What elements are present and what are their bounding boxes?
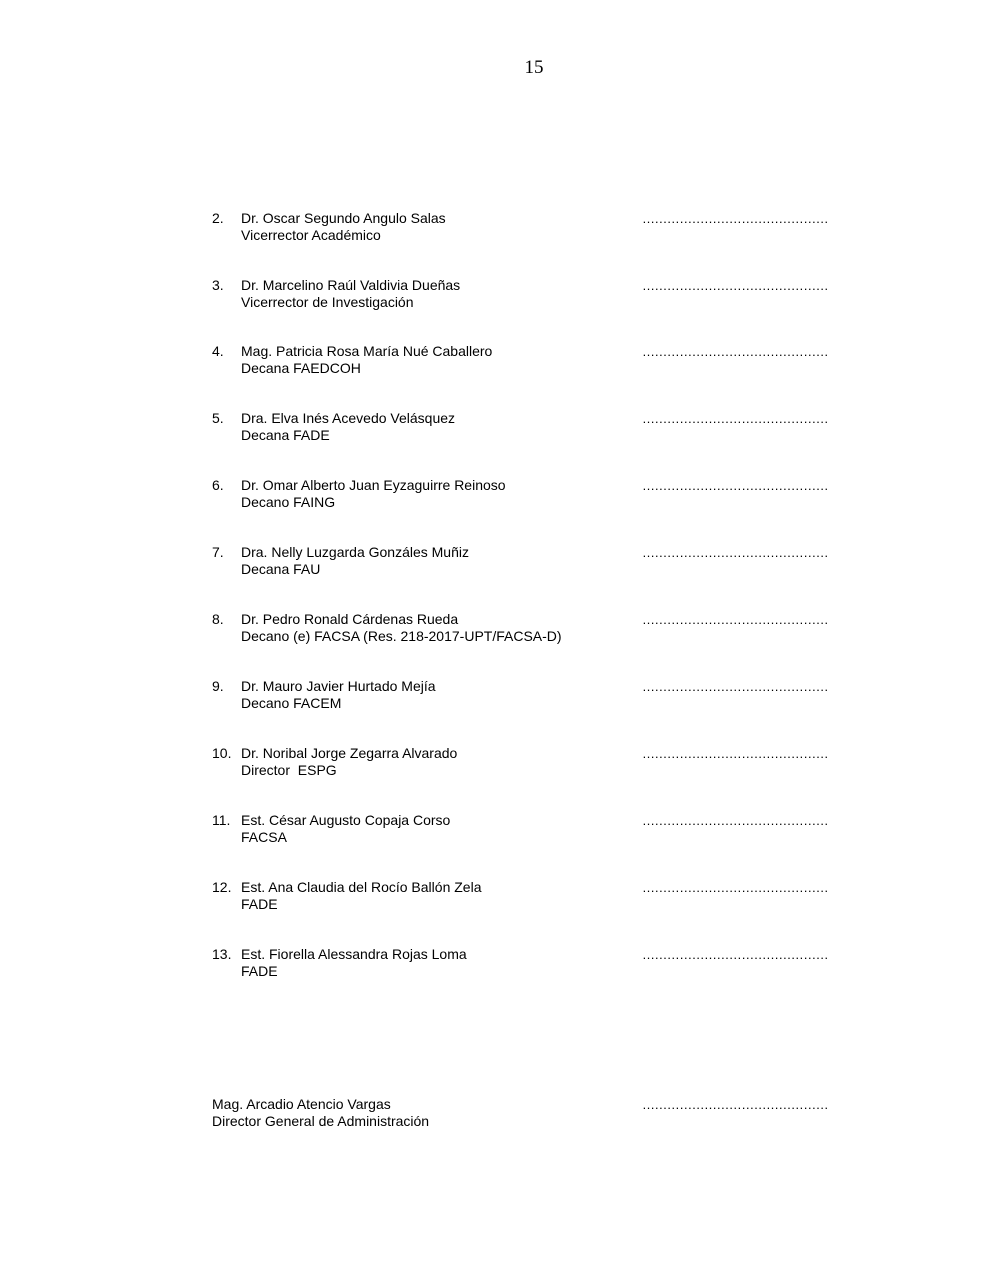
signature-line: ……………………………………… [642,612,829,627]
signatory-entry [212,678,877,714]
signatory-name: Dr. Pedro Ronald Cárdenas Rueda [241,611,459,627]
signatory-name: Dra. Elva Inés Acevedo Velásquez [241,410,456,426]
signatory-entry [212,410,877,446]
signatory-entry [212,544,877,580]
signatory-role: Decano (e) FACSA (Res. 218-2017-UPT/FACSA-D) [241,628,562,644]
signature-line: ……………………………………… [642,411,829,426]
signatory-entry [212,611,877,647]
signatory-role: Vicerrector de Investigación [241,294,414,310]
entry-number: 13. [212,946,232,962]
administrator-name: Mag. Arcadio Atencio Vargas [212,1096,391,1112]
signatory-name: Est. César Augusto Copaja Corso [241,812,451,828]
signature-line: ……………………………………… [642,545,829,560]
signature-line: ……………………………………… [642,278,829,293]
signature-line: ……………………………………… [642,947,829,962]
signatory-name: Dr. Oscar Segundo Angulo Salas [241,210,446,226]
entry-number: 9. [212,678,224,694]
signatory-name: Dr. Mauro Javier Hurtado Mejía [241,678,436,694]
signature-line: ……………………………………… [642,746,829,761]
signatory-name: Dr. Noribal Jorge Zegarra Alvarado [241,745,458,761]
signatory-role: Director ESPG [241,762,337,778]
signatory-role: Decana FAU [241,561,321,577]
signatory-role: FADE [241,963,278,979]
signatory-role: Decano FACEM [241,695,342,711]
entry-number: 8. [212,611,224,627]
signatory-name: Est. Ana Claudia del Rocío Ballón Zela [241,879,482,895]
signatory-entry [212,477,877,513]
signatory-entry [212,277,877,313]
signatory-name: Est. Fiorella Alessandra Rojas Loma [241,946,467,962]
page-number: 15 [524,57,544,78]
signatory-role: Decana FADE [241,427,330,443]
signatory-entry [212,879,877,915]
entry-number: 5. [212,410,224,426]
signature-line: ……………………………………… [642,880,829,895]
signatory-entry [212,745,877,781]
entry-number: 4. [212,343,224,359]
entry-number: 3. [212,277,224,293]
signatory-name: Dr. Omar Alberto Juan Eyzaguirre Reinoso [241,477,506,493]
signature-line: ……………………………………… [642,1097,829,1112]
signatory-role: FADE [241,896,278,912]
signatory-name: Mag. Patricia Rosa María Nué Caballero [241,343,493,359]
signatory-role: Decana FAEDCOH [241,360,361,376]
signatory-role: Vicerrector Académico [241,227,381,243]
signatory-role: FACSA [241,829,287,845]
signatory-entry [212,343,877,379]
entry-number: 11. [212,812,231,828]
entry-number: 12. [212,879,232,895]
administrator-entry [212,1096,877,1132]
entry-number: 7. [212,544,224,560]
entry-number: 6. [212,477,224,493]
entry-number: 10. [212,745,232,761]
signatory-entry [212,210,877,246]
signatory-name: Dr. Marcelino Raúl Valdivia Dueñas [241,277,461,293]
signature-line: ……………………………………… [642,813,829,828]
signature-line: ……………………………………… [642,344,829,359]
entry-number: 2. [212,210,224,226]
administrator-role: Director General de Administración [212,1113,430,1129]
signature-line: ……………………………………… [642,679,829,694]
signature-line: ……………………………………… [642,211,829,226]
signatory-entry [212,812,877,848]
signature-line: ……………………………………… [642,478,829,493]
signatory-role: Decano FAING [241,494,336,510]
signatory-entry [212,946,877,982]
signatory-name: Dra. Nelly Luzgarda Gonzáles Muñiz [241,544,469,560]
